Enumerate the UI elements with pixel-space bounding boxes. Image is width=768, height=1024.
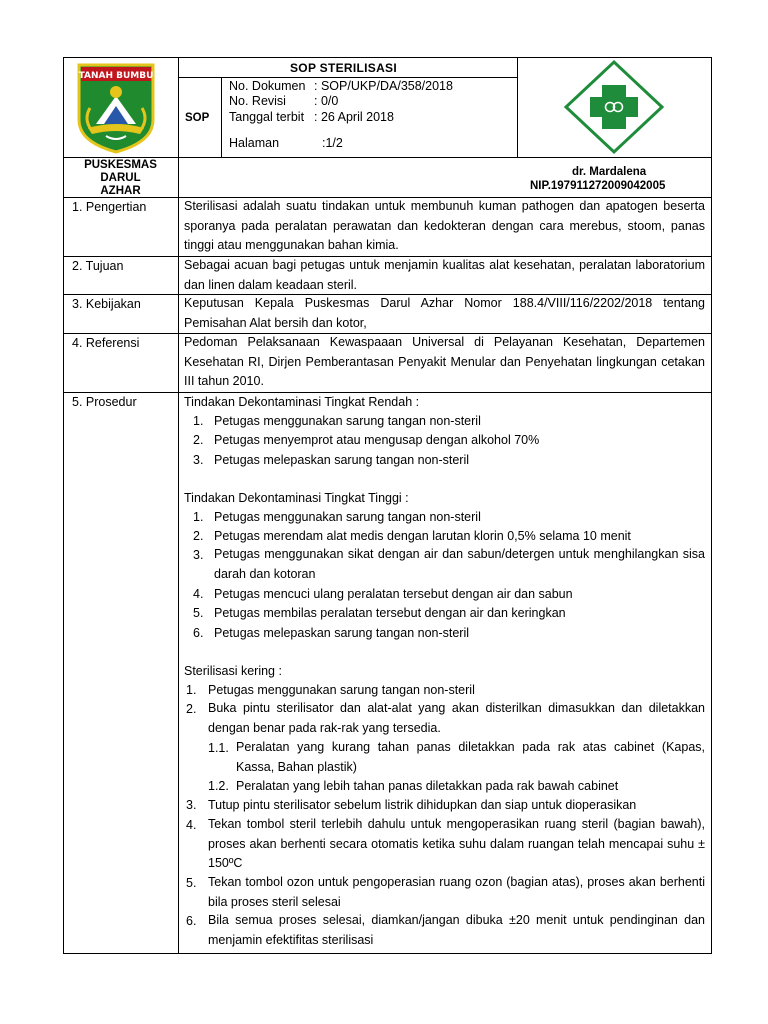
dry-num-6: 6. [186, 914, 197, 928]
sub-list-item: Peralatan yang lebih tahan panas diletakkan pada rak bawah cabinet [236, 779, 619, 793]
list-item: Petugas melepaskan sarung tangan non-steril [214, 453, 470, 467]
dry-num-2: 2. [186, 702, 197, 716]
label-pengertian: 1. Pengertian [72, 200, 147, 214]
low-num-1: 1. [193, 414, 204, 428]
label-kebijakan: 3. Kebijakan [72, 297, 141, 311]
high-num-2: 2. [193, 529, 204, 543]
low-decontamination-title: Tindakan Dekontaminasi Tingkat Rendah : [184, 395, 420, 409]
list-item: Petugas menyemprot atau mengusap dengan alkohol 70% [214, 433, 540, 447]
org-name-line1: PUSKESMAS [84, 159, 157, 171]
issue-date-label: Tanggal terbit [229, 110, 305, 124]
list-item: Petugas menggunakan sarung tangan non-steril [214, 510, 481, 524]
list-item: Bila semua proses selesai, diamkan/jangan dibuka ±20 menit untuk pendinginan dan menjamin efektifitas sterilisasi [208, 913, 705, 947]
tujuan-text: Sebagai acuan bagi petugas untuk menjamin kualitas alat kesehatan, peralatan laboratorium dan linen dalam keadaan steril. [184, 258, 705, 292]
list-item: Tekan tombol steril terlebih dahulu untuk mengoperasikan ruang steril (bagian bawah), proses akan berhenti secara otomatis ketika suhu dalam ruangan telah mencapai suhu ± 150ºC [208, 817, 705, 870]
high-num-4: 4. [193, 587, 204, 601]
sop-label: SOP [185, 112, 210, 124]
high-num-3: 3. [193, 548, 204, 562]
label-tujuan: 2. Tujuan [72, 259, 124, 273]
list-item: Petugas menggunakan sarung tangan non-steril [214, 414, 481, 428]
signer-nip: NIP.197911272009042005 [530, 180, 666, 192]
dry-num-1: 1. [186, 683, 197, 697]
high-num-5: 5. [193, 606, 204, 620]
dry-num-5: 5. [186, 876, 197, 890]
dry-sub-num-1: 1.1. [208, 741, 229, 755]
pengertian-text: Sterilisasi adalah suatu tindakan untuk membunuh kuman pathogen dan apatogen beserta sporanya pada peralatan perawatan dan kedokteran dengan cara merebus, stoom, panas tinggi atau menggunakan bahan kimia. [184, 199, 705, 252]
high-num-1: 1. [193, 510, 204, 524]
revision-label: No. Revisi [229, 94, 286, 108]
list-item: Petugas melepaskan sarung tangan non-steril [214, 626, 470, 640]
doc-number-value: : SOP/UKP/DA/358/2018 [314, 79, 453, 93]
doc-number-label: No. Dokumen [229, 79, 306, 93]
high-num-6: 6. [193, 626, 204, 640]
dry-sub-num-2: 1.2. [208, 779, 229, 793]
list-item: Petugas menggunakan sikat dengan air dan sabun/detergen untuk menghilangkan sisa darah dan kotoran [214, 547, 705, 581]
page-label: Halaman [229, 136, 280, 150]
list-item: Petugas merendam alat medis dengan larutan klorin 0,5% selama 10 menit [214, 529, 631, 543]
dry-num-4: 4. [186, 818, 197, 832]
revision-value: : 0/0 [314, 94, 339, 108]
referensi-text: Pedoman Pelaksanaan Kewaspaaan Universal di Pelayanan Kesehatan, Departemen Kesehatan RI, Dirjen Pemberantasan Penyakit Menular dan Penyehatan lingkungan cetakan III tahun 2010. [184, 335, 705, 388]
label-referensi: 4. Referensi [72, 336, 140, 350]
low-num-2: 2. [193, 433, 204, 447]
low-num-3: 3. [193, 453, 204, 467]
label-prosedur: 5. Prosedur [72, 395, 137, 409]
document-title: SOP STERILISASI [290, 61, 397, 75]
kebijakan-text: Keputusan Kepala Puskesmas Darul Azhar Nomor 188.4/VIII/116/2202/2018 tentang Pemisahan Alat bersih dan kotor, [184, 296, 705, 330]
list-item: Tekan tombol ozon untuk pengoperasian ruang ozon (bagian atas), proses akan berhenti bila proses steril selesai [208, 875, 705, 909]
sub-list-item: Peralatan yang kurang tahan panas diletakkan pada rak atas cabinet (Kapas, Kassa, Bahan plastik) [236, 740, 705, 774]
issue-date-value: : 26 April 2018 [314, 110, 394, 124]
list-item: Petugas mencuci ulang peralatan tersebut dengan air dan sabun [214, 587, 573, 601]
org-name-line3: AZHAR [100, 185, 141, 197]
dry-sterilization-title: Sterilisasi kering : [184, 664, 282, 678]
list-item: Buka pintu sterilisator dan alat-alat yang akan disterilkan dimasukkan dan diletakkan dengan benar pada rak-rak yang tersedia. [208, 701, 705, 735]
signer-name: dr. Mardalena [572, 166, 647, 178]
list-item: Petugas membilas peralatan tersebut dengan air dan keringkan [214, 606, 566, 620]
list-item: Petugas menggunakan sarung tangan non-steril [208, 683, 475, 697]
svg-text:TANAH BUMBU: TANAH BUMBU [78, 71, 154, 81]
dry-num-3: 3. [186, 798, 197, 812]
list-item: Tutup pintu sterilisator sebelum listrik dihidupkan dan siap untuk dioperasikan [208, 798, 637, 812]
tanah-bumbu-logo [76, 62, 156, 154]
puskesmas-logo [562, 59, 666, 155]
org-name-line2: DARUL [100, 172, 141, 184]
high-decontamination-title: Tindakan Dekontaminasi Tingkat Tinggi : [184, 491, 409, 505]
page-value: :1/2 [322, 136, 343, 150]
